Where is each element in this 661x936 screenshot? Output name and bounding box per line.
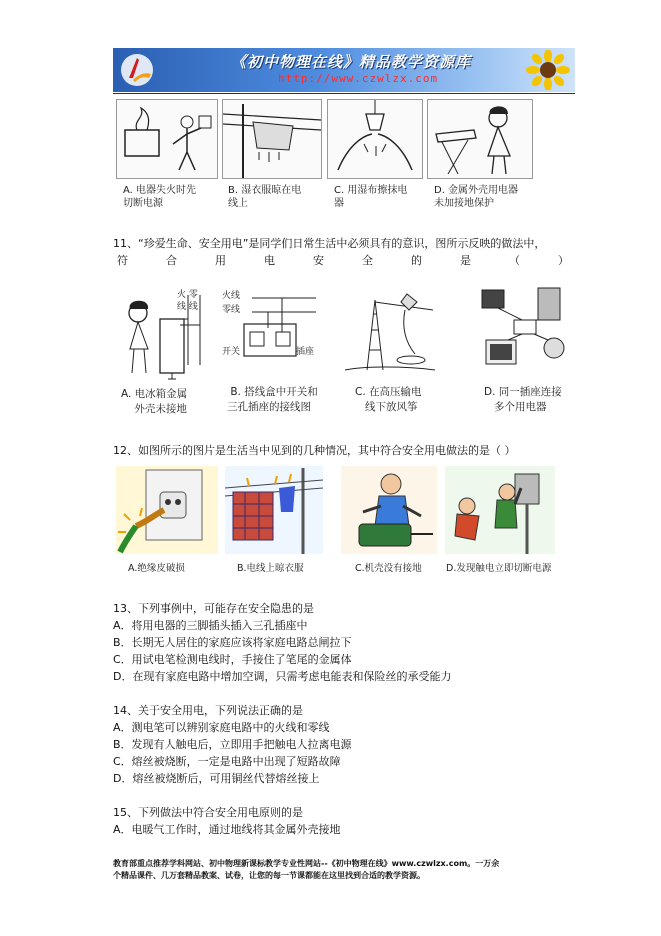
illustration-cut-power-when-shocked (445, 466, 555, 554)
q10-option-a-caption: A. 电器失火时先 切断电源 (123, 185, 197, 209)
q12-option-b-caption: B.电线上晾衣服 (237, 563, 304, 574)
q10-option-b-caption: B. 湿衣服晾在电 线上 (228, 185, 302, 209)
q11-stem-line2: 符 合 用 电 安 全 的 是 （ ） (117, 254, 569, 267)
q15-stem: 15、下列做法中符合安全用电原则的是 (113, 806, 303, 819)
illustration-clothes-drying-on-wire (225, 466, 323, 554)
q13-stem: 13、下列事例中，可能存在安全隐患的是 (113, 602, 314, 615)
header-rule (113, 93, 575, 94)
illustration-fire-unplug (116, 99, 218, 179)
page-footer (113, 858, 565, 882)
q12-option-c-caption: C.机壳没有接地 (355, 563, 422, 574)
socket-label: 插座 (296, 347, 315, 357)
q13-option-a: A．将用电器的三脚插头插入三孔插座中 (113, 619, 308, 632)
site-logo-icon (119, 52, 155, 88)
q13-option-d: D．在现有家庭电路中增加空调，只需考虑电能表和保险丝的承受能力 (113, 670, 452, 683)
q14-option-b: B．发现有人触电后，立即用手把触电人拉离电源 (113, 738, 352, 751)
q11-option-d-caption: D. 同一插座连接 多个用电器 (484, 386, 562, 413)
q10-option-d-caption: D. 金属外壳用电器 未加接地保护 (434, 185, 519, 209)
q14-stem: 14、关于安全用电，下列说法正确的是 (113, 704, 303, 717)
q14-option-c: C．熔丝被烧断，一定是电路中出现了短路故障 (113, 755, 341, 768)
hot-wire-label: 火线 (222, 291, 241, 301)
footer-line-1: 教育部重点推荐学科网站、初中物理新课标教学专业性网站--《初中物理在线》www.czwlzx.com。一万余 (113, 859, 500, 868)
illustration-clothes-on-wire (222, 99, 322, 179)
q11-option-b-caption: B. 搭线盒中开关和 三孔插座的接线图 (227, 386, 318, 413)
q15-option-a: A．电暖气工作时，通过地线将其金属外壳接地 (113, 823, 341, 836)
banner-url: http://www.czwlzx.com (278, 72, 439, 85)
q12-option-a-caption: A.绝缘皮破损 (128, 563, 185, 574)
q10-option-c-caption: C. 用湿布擦抹电 器 (334, 185, 408, 209)
q14-option-a: A．测电笔可以辨别家庭电路中的火线和零线 (113, 721, 330, 734)
header-banner (113, 48, 575, 92)
q11-stem: 11、“珍爱生命、安全用电”是同学们日常生活中必须具有的意识，图所示反映的做法中， (113, 237, 546, 250)
illustration-wet-cloth-wiping (327, 99, 423, 179)
banner-title: 《初中物理在线》精品教学资源库 (231, 53, 472, 71)
illustration-switch-socket-wiring (222, 288, 318, 380)
illustration-fridge-ungrounded (116, 285, 212, 381)
q13-option-b: B．长期无人居住的家庭应该将家庭电路总闸拉下 (113, 636, 352, 649)
footer-line-2: 个精品课件、几万套精品教案、试卷，让您的每一节课都能在这里找到合适的教学资源。 (113, 871, 425, 880)
q14-option-d: D．熔丝被烧断后，可用铜丝代替熔丝接上 (113, 772, 320, 785)
q13-option-c: C．用试电笔检测电线时，手接住了笔尾的金属体 (113, 653, 352, 666)
illustration-damaged-insulation (116, 466, 218, 554)
q11-option-c-caption: C. 在高压输电 线下放风筝 (355, 386, 422, 413)
wire-label: 线 线 (177, 302, 198, 312)
neutral-wire-label: 零线 (222, 305, 241, 315)
q12-option-d-caption: D.发现触电立即切断电源 (446, 563, 552, 574)
q12-stem: 12、如图所示的图片是生活当中见到的几种情况，其中符合安全用电做法的是（ ） (113, 444, 516, 457)
illustration-ungrounded-appliance (427, 99, 533, 179)
sunflower-icon (525, 50, 571, 90)
fire-wire-label: 火 零 (177, 290, 198, 300)
illustration-kite-near-power-line (345, 290, 435, 374)
switch-label: 开关 (222, 347, 241, 357)
q11-option-a-caption: A. 电冰箱金属 外壳未接地 (121, 388, 188, 415)
illustration-overloaded-socket (478, 284, 574, 376)
illustration-ungrounded-machine (341, 466, 437, 554)
